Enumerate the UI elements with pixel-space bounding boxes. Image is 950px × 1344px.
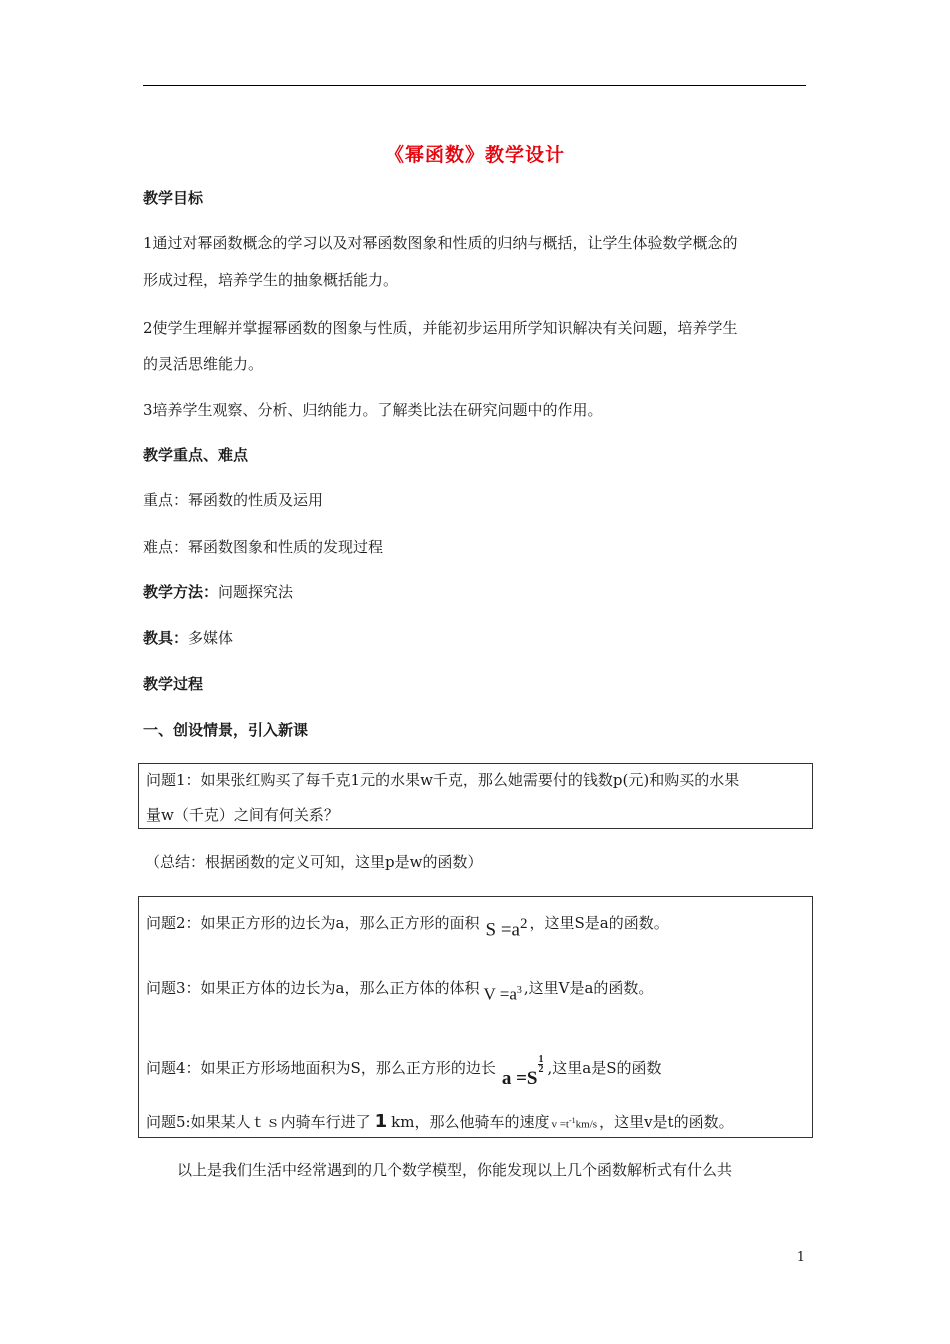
formula-fraction-exp xyxy=(538,1055,543,1074)
problem-5 xyxy=(146,1111,734,1135)
speed-formula xyxy=(551,1111,597,1135)
difficult-point: 难点：幂函数图象和性质的发现过程 xyxy=(143,538,384,556)
problems-box xyxy=(138,896,813,1138)
part-1-heading: 一、创设情景，引入新课 xyxy=(143,721,309,739)
problem-3 xyxy=(146,973,653,1005)
formula-v: v =t xyxy=(551,1118,569,1131)
fraction-numerator: 1 xyxy=(538,1054,544,1065)
goal-2-line-2: 的灵活思维能力。 xyxy=(143,355,264,373)
process-heading: 教学过程 xyxy=(143,675,204,693)
problem-5-text: 问题5:如果某人ｔｓ内骑车行进了 xyxy=(146,1112,371,1131)
formula-eq: = xyxy=(500,919,512,941)
tools-value: 多媒体 xyxy=(188,629,234,647)
formula-base: a xyxy=(511,919,520,941)
method-value: 问题探究法 xyxy=(218,583,294,601)
fraction-denominator: 2 xyxy=(538,1064,544,1075)
problem-1-box xyxy=(138,763,813,829)
formula-exp: -1 xyxy=(568,1116,576,1125)
formula-eq: = xyxy=(499,984,510,1004)
problem-1-line-1: 问题1：如果张红购买了每千克1元的水果w千克，那么她需要付的钱数p(元)和购买的水果 xyxy=(146,771,740,789)
problem-3-text: 问题3：如果正方体的边长为a，那么正方体的体积 xyxy=(146,978,480,997)
page-title: 《幂函数》教学设计 xyxy=(384,144,565,166)
key-point: 重点：幂函数的性质及运用 xyxy=(143,491,324,509)
teaching-tools xyxy=(143,628,233,648)
goal-2-line-1: 2使学生理解并掌握幂函数的图象与性质，并能初步运用所学知识解决有关问题，培养学生 xyxy=(143,319,738,337)
teaching-method xyxy=(143,582,293,602)
formula-lhs: a xyxy=(501,1068,512,1089)
problem-5-mid: km，那么他骑车的速度 xyxy=(391,1112,550,1131)
problem-2-tail: ，这里S是a的函数。 xyxy=(529,914,669,933)
formula-exp: 3 xyxy=(516,985,522,996)
volume-formula xyxy=(484,981,522,1005)
formula-base: a xyxy=(509,984,517,1004)
formula-lhs: V xyxy=(483,984,496,1004)
goal-1-line-1: 1通过对幂函数概念的学习以及对幂函数图象和性质的归纳与概括，让学生体验数学概念的 xyxy=(143,234,738,252)
problem-2 xyxy=(146,908,669,940)
distance-value: 1 xyxy=(374,1110,388,1132)
goals-heading: 教学目标 xyxy=(143,189,204,207)
closing-paragraph: 以上是我们生活中经常遇到的几个数学模型，你能发现以上几个函数解析式有什么共 xyxy=(177,1161,733,1179)
formula-exp: 2 xyxy=(519,916,528,932)
formula-base: S xyxy=(526,1068,538,1089)
area-formula xyxy=(486,914,528,940)
summary-note: （总结：根据函数的定义可知，这里p是w的函数） xyxy=(145,853,483,871)
key-points-heading: 教学重点、难点 xyxy=(143,446,249,464)
formula-eq: = xyxy=(516,1068,527,1089)
problem-4 xyxy=(146,1049,661,1089)
side-length-formula xyxy=(502,1055,544,1089)
formula-lhs: S xyxy=(485,919,497,941)
problem-4-text: 问题4：如果正方形场地面积为S，那么正方形的边长 xyxy=(146,1059,496,1077)
formula-unit: km/s xyxy=(575,1118,598,1131)
problem-4-tail: ,这里a是S的函数 xyxy=(547,1059,662,1077)
goal-3: 3培养学生观察、分析、归纳能力。了解类比法在研究问题中的作用。 xyxy=(143,401,603,419)
goal-1-line-2: 形成过程，培养学生的抽象概括能力。 xyxy=(143,271,399,289)
header-rule xyxy=(143,85,806,86)
problem-5-tail: ，这里v是t的函数。 xyxy=(599,1112,734,1131)
tools-label: 教具： xyxy=(143,629,189,647)
problem-3-tail: ,这里V是a的函数。 xyxy=(523,978,654,997)
page-number: 1 xyxy=(796,1250,805,1265)
method-label: 教学方法： xyxy=(143,583,219,601)
problem-1-line-2: 量w（千克）之间有何关系？ xyxy=(146,806,339,824)
problem-2-text: 问题2：如果正方形的边长为a，那么正方形的面积 xyxy=(146,914,480,933)
